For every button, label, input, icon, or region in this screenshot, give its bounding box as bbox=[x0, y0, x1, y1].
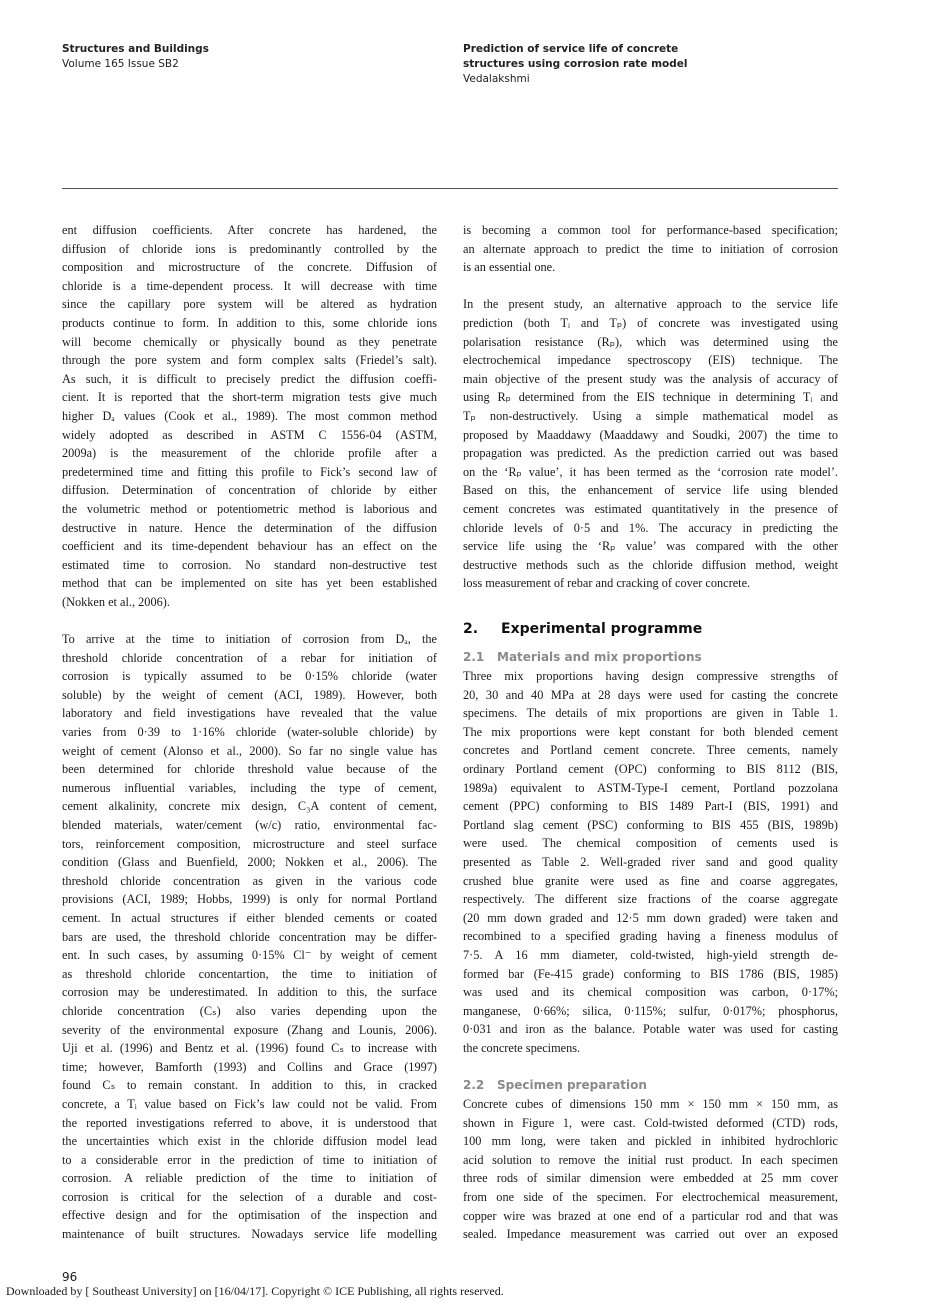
text-line: acid solution to remove the initial rust product. In each specimen bbox=[463, 1152, 838, 1167]
text-line: widely adopted as described in ASTM C 1556-04 (ASTM, bbox=[62, 427, 437, 442]
journal-name: Structures and Buildings bbox=[62, 43, 209, 55]
left-column bbox=[62, 221, 437, 1244]
text-line: Tₚ non-destructively. Using a simple mathematical model as bbox=[463, 408, 838, 423]
header-divider bbox=[62, 188, 838, 189]
text-line: destructive in nature. Hence the determination of the diffusion bbox=[62, 520, 437, 535]
text-line: the volumetric method or potentiometric method is laborious and bbox=[62, 501, 437, 516]
section-2-2-body bbox=[463, 1095, 838, 1244]
text-line: were used. The chemical composition of cements used is bbox=[463, 836, 838, 851]
text-line: To arrive at the time to initiation of corrosion from Dₐ, the bbox=[62, 632, 437, 647]
download-footer: Downloaded by [ Southeast University] on [16/04/17]. Copyright © ICE Publishing, all rights reserved. bbox=[6, 1284, 504, 1298]
text-line: In the present study, an alternative approach to the service life bbox=[463, 297, 838, 312]
text-line: the concrete specimens. bbox=[463, 1040, 581, 1055]
text-line: was used and its chemical composition was carbon, 0·17%; bbox=[463, 985, 838, 1000]
text-line: effective design and for the optimisation of the inspection and bbox=[62, 1208, 437, 1223]
text-line: cement (PPC) conforming to BIS 1489 Part-I (BIS, 1991) and bbox=[463, 799, 838, 814]
page-number: 96 bbox=[62, 1270, 78, 1284]
text-line: 0·031 and iron as the balance. Potable water was used for casting bbox=[463, 1022, 838, 1037]
text-line: polarisation resistance (Rₚ), which was determined using the bbox=[463, 334, 838, 349]
text-line: corrosion is critical for the selection of a durable and cost- bbox=[62, 1189, 437, 1204]
text-line: laboratory and field investigations have revealed that the value bbox=[62, 706, 437, 721]
text-line: recombined to a specified grading having a fineness modulus of bbox=[463, 929, 838, 944]
section-2-1-heading bbox=[463, 650, 702, 664]
text-line: method that can be implemented on site has yet been established bbox=[62, 576, 437, 591]
text-line: 2009a) is the measurement of the chloride profile after a bbox=[62, 446, 437, 461]
text-line: numerous influential variables, including the type of cement, bbox=[62, 780, 437, 795]
text-line: Three mix proportions having design compressive strengths of bbox=[463, 669, 838, 683]
text-line: 20, 30 and 40 MPa at 28 days were used for casting the concrete bbox=[463, 687, 838, 702]
text-line: cement concretes was estimated quantitatively in the presence of bbox=[463, 501, 838, 516]
text-line: chloride concentration (Cₛ) also varies depending upon the bbox=[62, 1003, 437, 1018]
section-2-heading bbox=[463, 621, 702, 637]
text-line: prediction (both Tᵢ and Tₚ) of concrete was investigated using bbox=[463, 315, 838, 330]
article-title-line1: Prediction of service life of concrete bbox=[463, 43, 679, 55]
text-line: diffusion. Determination of concentration of chloride by either bbox=[62, 483, 437, 498]
article-title-line2: structures using corrosion rate model bbox=[463, 58, 688, 70]
text-line: tors, reinforcement composition, microstructure and steel surface bbox=[62, 836, 437, 851]
subsection-number: 2.2 bbox=[463, 1078, 485, 1092]
text-line: on the ‘Rₚ value’, it has been termed as the ‘corrosion rate model’. bbox=[463, 464, 838, 479]
text-line: loss measurement of rebar and cracking of cover concrete. bbox=[463, 576, 751, 591]
text-line: respectively. The different size fractions of the coarse aggregate bbox=[463, 892, 838, 907]
text-line: manganese, 0·66%; silica, 0·115%; sulfur, 0·017%; phosphorus, bbox=[463, 1003, 838, 1018]
text-line: 100 mm long, were taken and pickled in inhibited hydrochloric bbox=[463, 1134, 838, 1149]
journal-volume: Volume 165 Issue SB2 bbox=[62, 58, 179, 70]
paragraph bbox=[62, 630, 437, 1244]
text-line: formed bar (Fe-415 grade) conforming to BIS 1786 (BIS, 1985) bbox=[463, 966, 838, 981]
text-line: specimens. The details of mix proportions are given in Table 1. bbox=[463, 706, 838, 721]
section-title: Experimental programme bbox=[501, 621, 703, 637]
paragraph bbox=[463, 1095, 838, 1244]
text-line: using Rₚ determined from the EIS technique in determining Tᵢ and bbox=[463, 390, 838, 405]
text-line: service life using the ‘Rₚ value’ was compared with the other bbox=[463, 539, 838, 554]
subsection-title: Specimen preparation bbox=[497, 1078, 647, 1092]
text-line: concretes and Portland cement concrete. Three cements, namely bbox=[463, 743, 838, 758]
text-line: bars are used, the threshold chloride concentration may be differ- bbox=[62, 929, 437, 944]
text-line: (20 mm down graded and 12·5 mm down graded) were taken and bbox=[463, 910, 838, 925]
text-line: the reported investigations referred to above, it is understood that bbox=[62, 1115, 437, 1130]
section-2-1-body bbox=[463, 667, 838, 1057]
text-line: maintenance of built structures. Nowadays service life modelling bbox=[62, 1227, 437, 1242]
text-line: since the capillary pore system will be altered as hydration bbox=[62, 297, 437, 312]
text-line: corrosion. A reliable prediction of the time to initiation of bbox=[62, 1171, 437, 1186]
subsection-number: 2.1 bbox=[463, 650, 485, 664]
text-line: time; however, Bamforth (1993) and Collins and Grace (1997) bbox=[62, 1059, 437, 1074]
journal-header bbox=[62, 42, 209, 72]
text-line: from one side of the specimen. For electrochemical measurement, bbox=[463, 1189, 838, 1204]
paragraph bbox=[62, 221, 437, 611]
text-line: to a considerable error in the prediction of time to initiation of bbox=[62, 1152, 437, 1167]
text-line: is an essential one. bbox=[463, 260, 556, 275]
text-line: main objective of the present study was the analysis of accuracy of bbox=[463, 371, 838, 386]
text-line: Concrete cubes of dimensions 150 mm × 150 mm × 150 mm, as bbox=[463, 1097, 838, 1111]
text-line: three rods of similar dimension were embedded at 25 mm cover bbox=[463, 1171, 838, 1186]
text-line: diffusion of chloride ions is predominantly controlled by the bbox=[62, 241, 437, 256]
text-line: As such, it is difficult to precisely predict the diffusion coeffi- bbox=[62, 371, 437, 386]
text-line: ordinary Portland cement (OPC) conforming to BIS 8112 (BIS, bbox=[463, 761, 838, 776]
text-line: threshold chloride concentration as given in the various code bbox=[62, 873, 437, 888]
text-line: blended materials, water/cement (w/c) ratio, environmental fac- bbox=[62, 818, 437, 832]
right-column-top bbox=[463, 221, 838, 593]
text-line: The mix proportions were kept constant for both blended cement bbox=[463, 724, 838, 739]
subsection-title: Materials and mix proportions bbox=[497, 650, 702, 664]
text-line: ent diffusion coefficients. After concrete has hardened, the bbox=[62, 223, 437, 237]
text-line: cement. In actual structures if either blended cements or coated bbox=[62, 910, 437, 925]
section-number: 2. bbox=[463, 621, 479, 637]
text-line: ent. In such cases, by assuming 0·15% Cl⁻ by weight of cement bbox=[62, 948, 437, 963]
text-line: severity of the environmental exposure (Zhang and Lounis, 2006). bbox=[62, 1022, 437, 1037]
text-line: an alternate approach to predict the time to initiation of corrosion bbox=[463, 241, 838, 256]
text-line: crushed blue granite were used as fine and coarse aggregates, bbox=[463, 873, 838, 888]
section-2-2-heading bbox=[463, 1078, 647, 1092]
text-line: 1989a) equivalent to ASTM-Type-I cement, Portland pozzolana bbox=[463, 780, 838, 795]
text-line: propagation was predicted. As the prediction carried out was based bbox=[463, 446, 838, 461]
article-header bbox=[463, 42, 687, 87]
text-line: chloride is a time-dependent process. It will decrease with time bbox=[62, 278, 437, 293]
text-line: copper wire was brazed at one end of a particular rod and that was bbox=[463, 1208, 838, 1223]
text-line: cient. It is reported that the short-term migration tests give much bbox=[62, 390, 437, 405]
text-line: concrete, a Tᵢ value based on Fick’s law could not be valid. From bbox=[62, 1096, 437, 1111]
text-line: shown in Figure 1, were cast. Cold-twisted deformed (CTD) rods, bbox=[463, 1115, 838, 1130]
paragraph bbox=[463, 221, 838, 277]
text-line: varies from 0·39 to 1·16% chloride (water-soluble chloride) by bbox=[62, 725, 437, 740]
text-line: will become chemically or physically bound as they penetrate bbox=[62, 334, 437, 349]
text-line: products continue to form. In addition to this, some chloride ions bbox=[62, 315, 437, 330]
article-author: Vedalakshmi bbox=[463, 73, 530, 85]
text-line: Portland slag cement (PSC) conforming to BIS 455 (BIS, 1989b) bbox=[463, 817, 838, 832]
text-line: corrosion may be underestimated. In addition to this, the surface bbox=[62, 985, 437, 1000]
paragraph bbox=[463, 295, 838, 593]
text-line: corrosion is typically assumed to be 0·15% chloride (water bbox=[62, 669, 437, 684]
text-line: proposed by Maaddawy (Maaddawy and Soudki, 2007) the time to bbox=[463, 427, 838, 442]
text-line: electrochemical impedance spectroscopy (EIS) technique. The bbox=[463, 353, 838, 368]
text-line: higher Dₐ values (Cook et al., 1989). The most common method bbox=[62, 408, 437, 423]
text-line: destructive methods such as the chloride diffusion method, weight bbox=[463, 557, 838, 572]
paragraph bbox=[463, 667, 838, 1057]
text-line: cement alkalinity, concrete mix design, C₃A content of cement, bbox=[62, 799, 437, 814]
text-line: condition (Glass and Buenfield, 2000; Nokken et al., 2006). The bbox=[62, 855, 437, 870]
text-line: Based on this, the enhancement of service life using blended bbox=[463, 483, 838, 498]
text-line: through the pore system and form complex salts (Friedel’s salt). bbox=[62, 353, 437, 368]
text-line: (Nokken et al., 2006). bbox=[62, 594, 170, 609]
text-line: 7·5. A 16 mm diameter, cold-twisted, high-yield strength de- bbox=[463, 947, 838, 962]
text-line: as threshold chloride concentartion, the time to initiation of bbox=[62, 966, 437, 981]
text-line: is becoming a common tool for performance-based specification; bbox=[463, 223, 838, 237]
text-line: estimated time to corrosion. No standard non-destructive test bbox=[62, 557, 437, 572]
text-line: sealed. Impedance measurement was carried out over an exposed bbox=[463, 1227, 838, 1242]
text-line: presented as Table 2. Well-graded river sand and good quality bbox=[463, 854, 838, 869]
text-line: chloride levels of 0·5 and 1%. The accuracy in predicting the bbox=[463, 520, 838, 535]
text-line: soluble) by the weight of cement (ACI, 1989). However, both bbox=[62, 687, 437, 702]
text-line: provisions (ACI, 1989; Hobbs, 1999) is only for normal Portland bbox=[62, 892, 437, 907]
text-line: coefficient and its time-dependent behaviour has an effect on the bbox=[62, 539, 437, 554]
text-line: Uji et al. (1996) and Bentz et al. (1996) found Cₛ to increase with bbox=[62, 1041, 437, 1056]
text-line: found Cₛ to remain constant. In addition to this, in cracked bbox=[62, 1078, 437, 1093]
text-line: been determined for chloride threshold value because of the bbox=[62, 762, 437, 777]
text-line: predetermined time and fitting this profile to Fick’s second law of bbox=[62, 464, 437, 479]
text-line: composition and microstructure of the concrete. Diffusion of bbox=[62, 260, 437, 275]
text-line: threshold chloride concentration of a rebar for initiation of bbox=[62, 650, 437, 665]
text-line: the uncertainties which exist in the chloride diffusion model lead bbox=[62, 1134, 437, 1149]
text-line: weight of cement (Alonso et al., 2000). So far no single value has bbox=[62, 743, 437, 758]
